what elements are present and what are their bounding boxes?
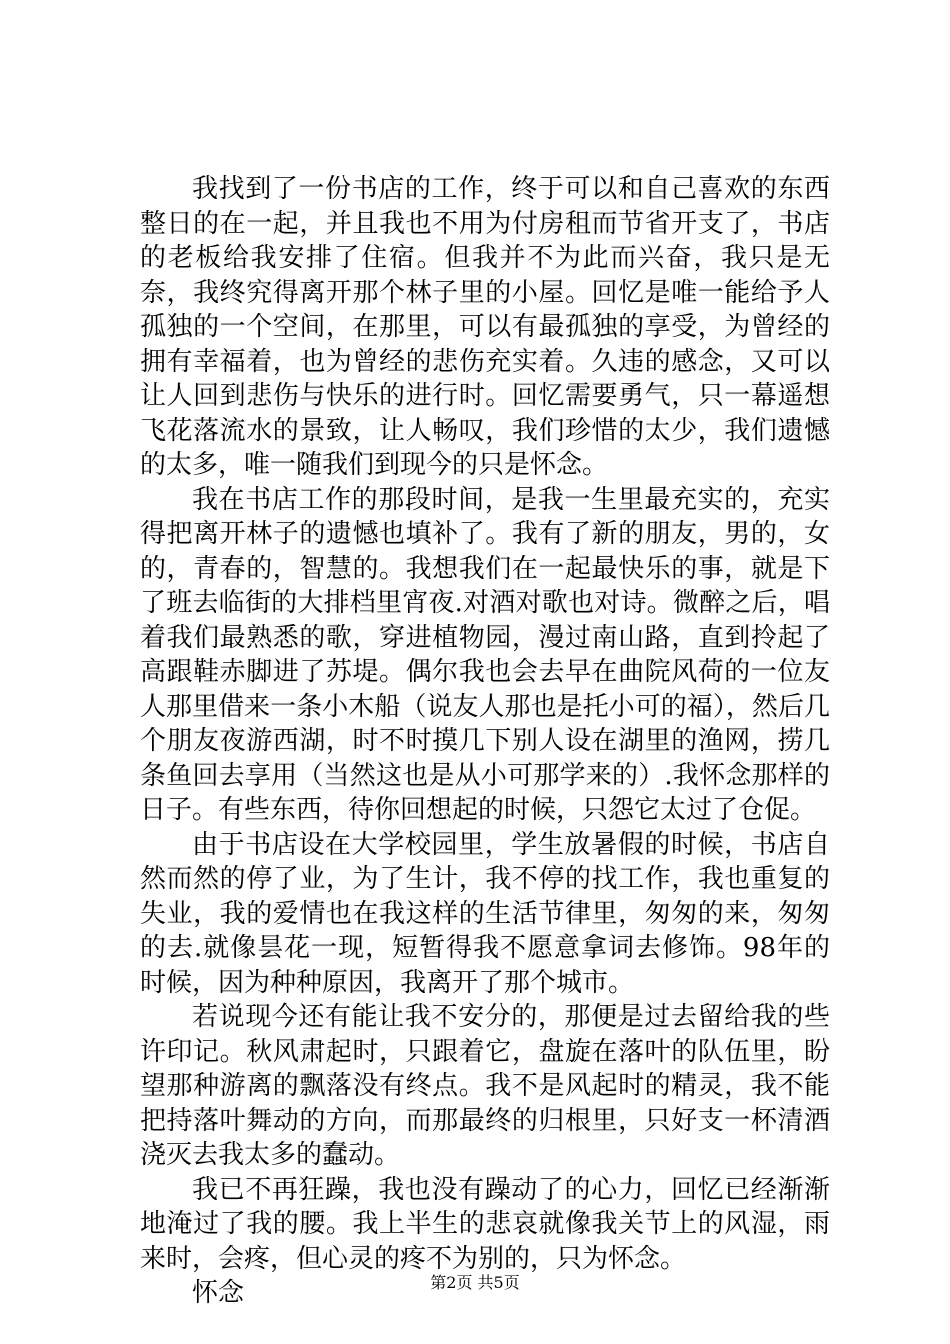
paragraph-6: 怀念	[192, 1278, 245, 1308]
page-number-footer: 第2页 共5页	[430, 1273, 520, 1292]
paragraph-4: 若说现今还有能让我不安分的，那便是过去留给我的些许印记。秋风肃起时，只跟着它，盘旋在落叶的队伍里，盼望那种游离的飘落没有终点。我不是风起时的精灵，我不能把持落叶舞动的方向，而那最终的归根里，只好支一杯清酒浇灭去我太多的蠢动。	[140, 1002, 830, 1170]
paragraph-5: 我已不再狂躁，我也没有躁动了的心力，回忆已经渐渐地淹过了我的腰。我上半生的悲哀就像我关节上的风湿，雨来时，会疼，但心灵的疼不为别的，只为怀念。	[140, 1174, 830, 1274]
paragraph-3: 由于书店设在大学校园里，学生放暑假的时候，书店自然而然的停了业，为了生计，我不停的找工作，我也重复的失业，我的爱情也在我这样的生活节律里，匆匆的来，匆匆的去.就像昙花一现，短暂得我不愿意拿词去修饰。98年的时候，因为种种原因，我离开了那个城市。	[140, 829, 830, 998]
paragraph-1: 我找到了一份书店的工作，终于可以和自己喜欢的东西整日的在一起，并且我也不用为付房租而节省开支了，书店的老板给我安排了住宿。但我并不为此而兴奋，我只是无奈，我终究得离开那个林子里的小屋。回忆是唯一能给予人孤独的一个空间，在那里，可以有最孤独的享受，为曾经的拥有幸福着，也为曾经的悲伤充实着。久违的感念，又可以让人回到悲伤与快乐的进行时。回忆需要勇气，只一幕遥想飞花落流水的景致，让人畅叹，我们珍惜的太少，我们遗憾的太多，唯一随我们到现今的只是怀念。	[140, 174, 830, 480]
paragraph-2: 我在书店工作的那段时间，是我一生里最充实的，充实得把离开林子的遗憾也填补了。我有了新的朋友，男的，女的，青春的，智慧的。我想我们在一起最快乐的事，就是下了班去临街的大排档里宵夜.对酒对歌也对诗。微醉之后，唱着我们最熟悉的歌，穿进植物园，漫过南山路，直到拎起了高跟鞋赤脚进了苏堤。偶尔我也会去早在曲院风荷的一位友人那里借来一条小木船（说友人那也是托小可的福），然后几个朋友夜游西湖，时不时摸几下别人设在湖里的渔网，捞几条鱼回去享用（当然这也是从小可那学来的）.我怀念那样的日子。有些东西，待你回想起的时候，只怨它太过了仓促。	[140, 484, 830, 825]
document-body	[140, 172, 830, 1311]
